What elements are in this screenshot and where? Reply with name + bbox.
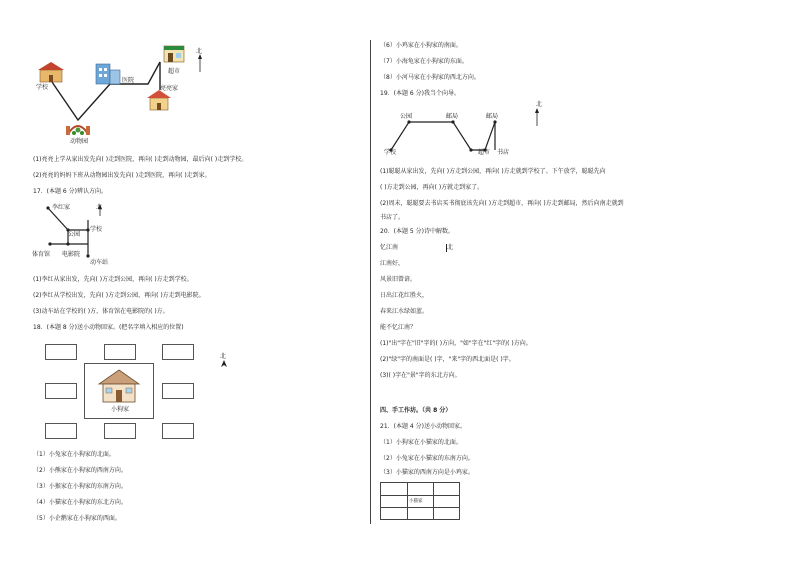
label-hospital: 医院 bbox=[122, 77, 135, 84]
poem-line: 风景旧曾谙。 bbox=[380, 276, 417, 283]
question-line: （6）小鸡家在小狗家的南面。 bbox=[380, 42, 462, 49]
label-post-office: 邮局 bbox=[486, 113, 499, 120]
center-house-label: 小狗家 bbox=[111, 406, 130, 413]
question-line: (1)亮亮上学从家出发先向( )走到医院，再向( )走到动物园，最后向( )走到学校。 bbox=[33, 156, 248, 163]
question-line: (1)"出"字在"旧"字的( )方向，"如"字在"红"字的( )方向。 bbox=[380, 340, 532, 347]
label-north: 北 bbox=[96, 204, 103, 211]
question-line: (3)动车站在学校的( )方，体育馆在电影院的( )方。 bbox=[33, 308, 169, 315]
label-north: 北 bbox=[196, 48, 203, 55]
question-line: (3)( )字在"景"字的东北方向。 bbox=[380, 372, 461, 379]
question-line: （1）小兔家在小狗家的北面。 bbox=[33, 451, 115, 458]
poem-line: 春来江水绿如蓝。 bbox=[380, 308, 429, 315]
north-arrow-icon bbox=[535, 108, 539, 126]
question-18-title: 18．(本题 8 分)送小动物回家。(把名字填入相应的位置) bbox=[33, 324, 184, 331]
center-house-card bbox=[84, 363, 154, 419]
label-park: 公园 bbox=[400, 113, 413, 120]
label-school: 学校 bbox=[384, 149, 397, 156]
placement-grid bbox=[380, 482, 460, 520]
house-icon bbox=[147, 90, 171, 110]
label-school: 学校 bbox=[90, 226, 103, 233]
label-park: 公园 bbox=[68, 231, 81, 238]
school-icon bbox=[38, 62, 64, 82]
north-mark: 北 bbox=[447, 244, 454, 251]
question-line: （7）小海龟家在小狗家的东面。 bbox=[380, 58, 468, 65]
question-line: （8）小河马家在小狗家的西北方向。 bbox=[380, 74, 480, 81]
north-arrow-icon bbox=[220, 360, 228, 368]
label-supermarket: 超市 bbox=[168, 68, 181, 75]
question-line: （1）小狗家在小猫家的北面。 bbox=[380, 439, 462, 446]
label-school: 学校 bbox=[36, 84, 49, 91]
answer-box[interactable] bbox=[162, 423, 194, 439]
question-line: ( )方走到公园，再向( )方就走到家了。 bbox=[380, 184, 484, 191]
label-zoo: 动物园 bbox=[70, 138, 89, 145]
question-line: （2）小熊家在小狗家的西南方向。 bbox=[33, 467, 127, 474]
question-19-title: 19．(本题 6 分)我当个向导。 bbox=[380, 90, 460, 97]
question-line: （2）小兔家在小猫家的东南方向。 bbox=[380, 455, 474, 462]
poem-line: 江南好， bbox=[380, 260, 405, 267]
question-line: （3）小猴家在小狗家的东南方向。 bbox=[33, 483, 127, 490]
grid-center-label: 小猫家 bbox=[409, 499, 423, 504]
answer-box[interactable] bbox=[162, 383, 194, 399]
question-line: (2)周末，聪聪要去书店买书彻底该先向( )方走到超市，再向( )方走到邮局，然后向南走就到 bbox=[380, 200, 624, 207]
north-mark-line bbox=[446, 244, 447, 252]
answer-box[interactable] bbox=[104, 423, 136, 439]
label-bookstore: 书店 bbox=[497, 149, 510, 156]
north-arrow-icon bbox=[198, 54, 202, 72]
label-supermarket: 超市 bbox=[478, 149, 491, 156]
question-line: (1)李红从家出发，先向( )方走到公园，再向( )方走到学校。 bbox=[33, 276, 193, 283]
question-line: (2)李红从学校出发，先向( )方走到公园，再向( )方走到电影院。 bbox=[33, 292, 205, 299]
question-line: （3）小猫家的西南方向是小鸡家。 bbox=[380, 469, 474, 476]
label-gym: 体育馆 bbox=[32, 251, 51, 258]
question-line: (2)"绿"字的南面是( )字，"来"字的西北面是( )字。 bbox=[380, 356, 515, 363]
question-21-title: 21．(本题 4 分)送小动物回家。 bbox=[380, 423, 466, 430]
question-17-title: 17．(本题 6 分)辨认方向。 bbox=[33, 188, 107, 195]
answer-box[interactable] bbox=[45, 344, 77, 360]
supermarket-icon bbox=[164, 46, 184, 62]
answer-box[interactable] bbox=[45, 383, 77, 399]
answer-box[interactable] bbox=[162, 344, 194, 360]
question-line: (2)亮亮的妈妈下班从动物园出发先向( )走到医院，再向( )走到家。 bbox=[33, 172, 211, 179]
label-post: 邮局 bbox=[446, 113, 459, 120]
label-cinema: 电影院 bbox=[62, 251, 81, 258]
label-north: 北 bbox=[536, 101, 543, 108]
label-station: 动车站 bbox=[90, 259, 109, 266]
question-line: (1)聪聪从家出发，先向( )方走到公园，再向( )方走就到学校了。下午放学，聪聪先向 bbox=[380, 168, 606, 175]
poem-line: 日出江花红胜火， bbox=[380, 292, 429, 299]
answer-box[interactable] bbox=[104, 344, 136, 360]
label-liangliang-home: 亮亮家 bbox=[160, 85, 179, 92]
question-20-title: 20．(本题 5 分)诗中解数。 bbox=[380, 228, 454, 235]
map-route-diagram bbox=[30, 42, 220, 142]
hospital-icon bbox=[96, 64, 120, 84]
question-line: 书店了。 bbox=[380, 214, 405, 221]
question-line: （4）小猫家在小狗家的东北方向。 bbox=[33, 499, 127, 506]
column-divider bbox=[370, 40, 371, 524]
answer-box[interactable] bbox=[45, 423, 77, 439]
section-heading: 四、手工作坊。（共 8 分） bbox=[380, 407, 452, 414]
zoo-icon bbox=[66, 126, 90, 135]
question-line: （5）小企鹅家在小狗家的西面。 bbox=[33, 515, 121, 522]
label-lihong-home: 李红家 bbox=[52, 204, 71, 211]
house-icon bbox=[85, 366, 153, 406]
poem-line: 能不忆江南？ bbox=[380, 324, 417, 331]
poem-title: 忆江南 bbox=[380, 244, 399, 251]
label-north: 北 bbox=[220, 353, 227, 360]
